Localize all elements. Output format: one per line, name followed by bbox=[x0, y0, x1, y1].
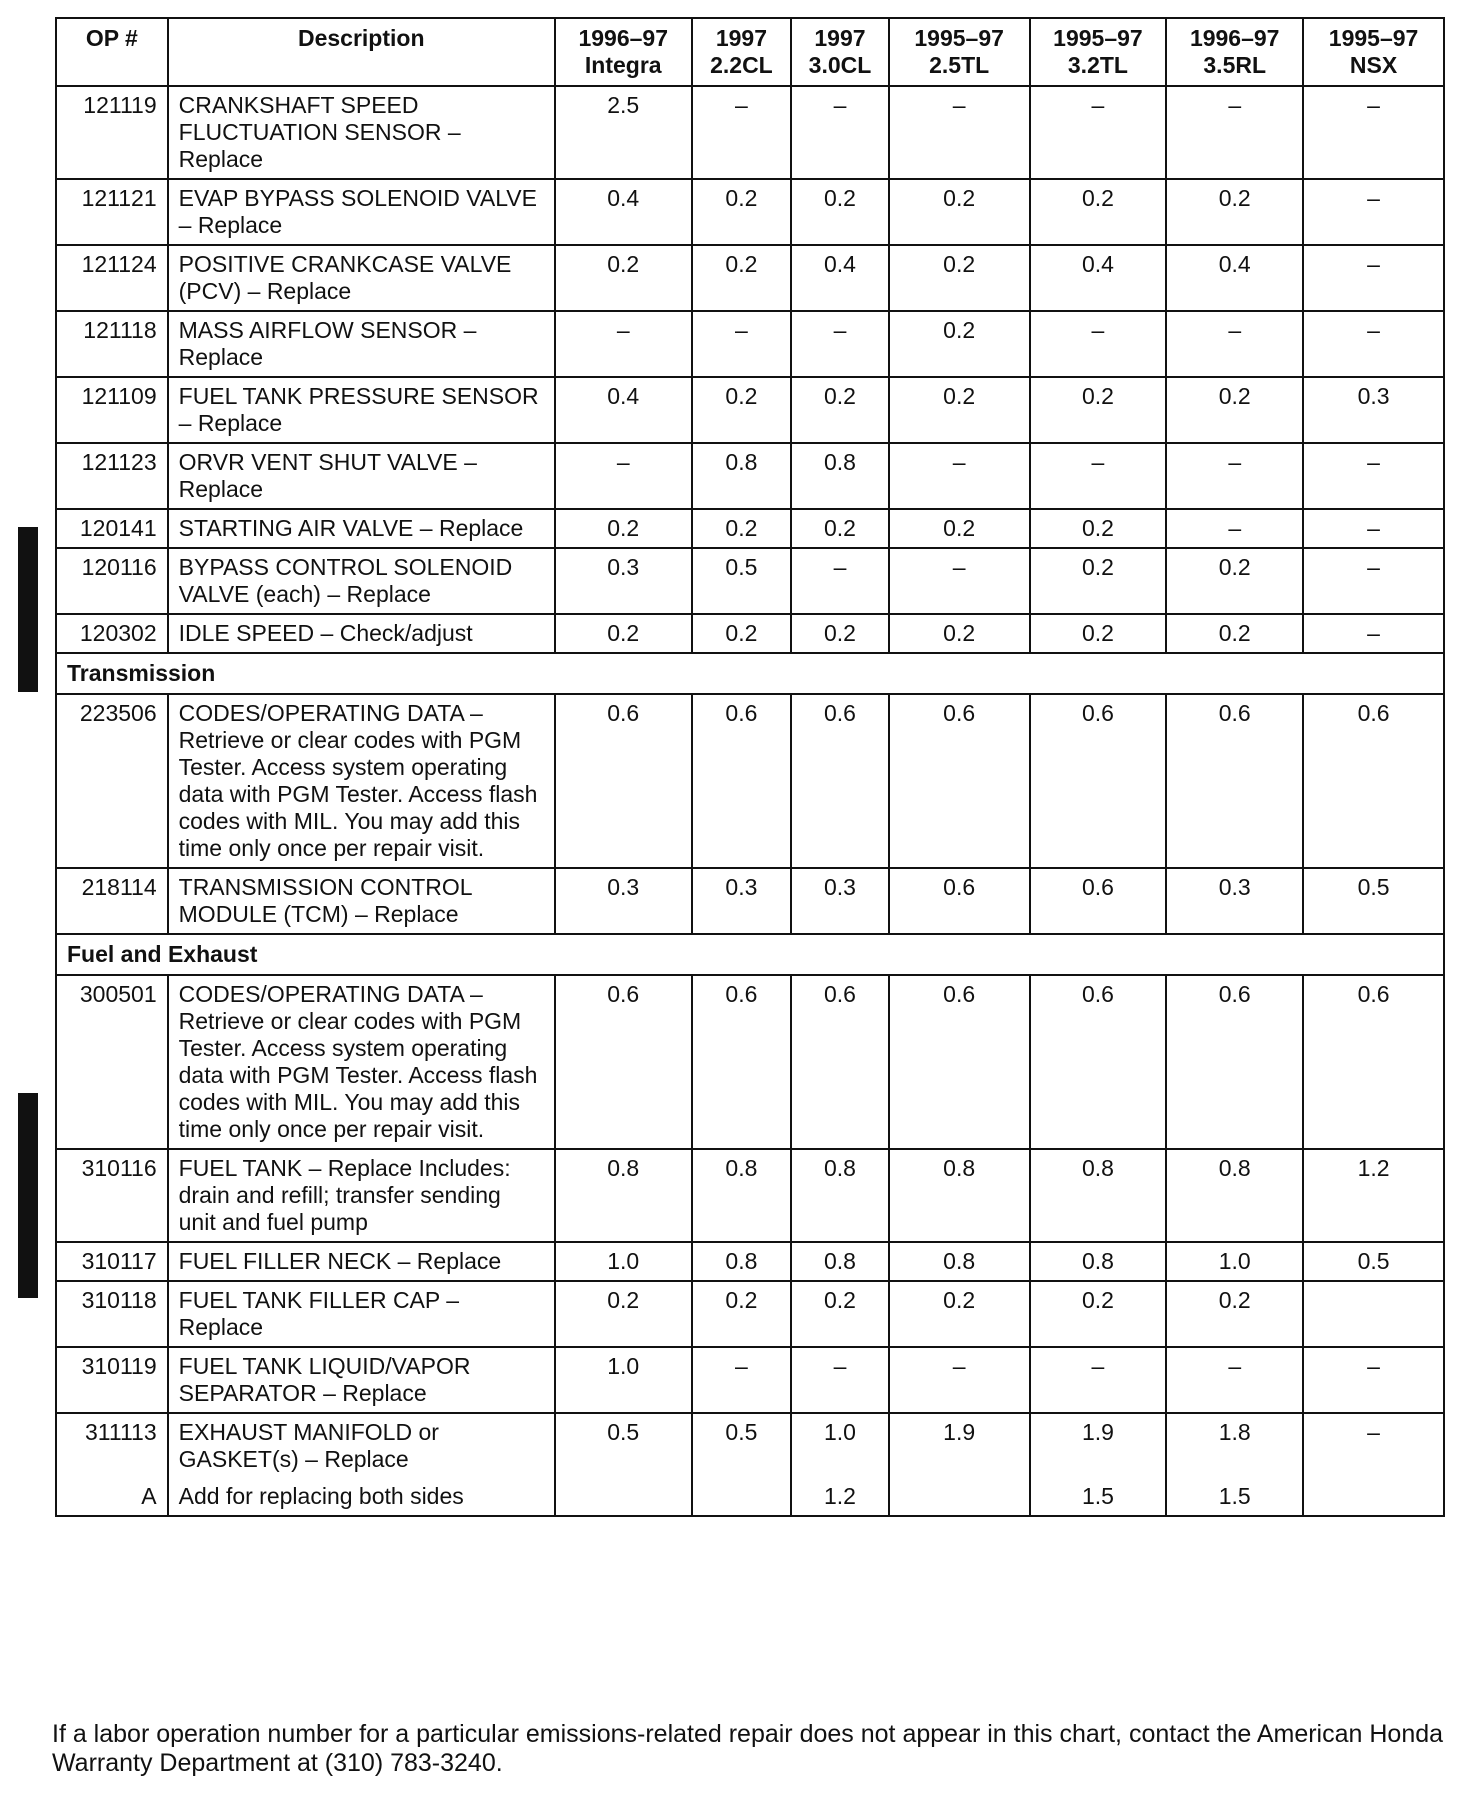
op-number: 121124 bbox=[56, 245, 168, 311]
table-row bbox=[56, 509, 1444, 548]
labor-time-cell: 1.0 bbox=[555, 1347, 692, 1413]
labor-time-cell bbox=[555, 1478, 692, 1516]
header-model-years: 1997 bbox=[715, 25, 767, 51]
operation-description: FUEL TANK FILLER CAP – Replace bbox=[168, 1281, 555, 1347]
labor-time-cell: 0.4 bbox=[555, 377, 692, 443]
operation-description: CODES/OPERATING DATA – Retrieve or clear codes with PGM Tester. Access system operating data with PGM Tester. Access flash codes with MIL. You may add this time only once per repair visit. bbox=[168, 694, 555, 868]
op-number: 120141 bbox=[56, 509, 168, 548]
labor-time-cell bbox=[1303, 1478, 1444, 1516]
labor-time-cell: – bbox=[1303, 1347, 1444, 1413]
labor-time-cell: 0.5 bbox=[692, 548, 792, 614]
operation-description: FUEL TANK PRESSURE SENSOR – Replace bbox=[168, 377, 555, 443]
labor-time-cell: 0.6 bbox=[1030, 975, 1167, 1149]
labor-time-cell: – bbox=[889, 443, 1030, 509]
labor-time-cell: – bbox=[555, 443, 692, 509]
labor-time-cell: 0.2 bbox=[555, 509, 692, 548]
labor-time-cell: 0.3 bbox=[555, 548, 692, 614]
header-model-name: 2.2CL bbox=[710, 52, 773, 78]
labor-time-cell: 0.4 bbox=[791, 245, 889, 311]
labor-time-cell: 0.3 bbox=[791, 868, 889, 934]
labor-time-cell: 0.2 bbox=[692, 614, 792, 653]
labor-time-cell: 0.2 bbox=[1166, 614, 1303, 653]
labor-time-cell: 0.5 bbox=[1303, 868, 1444, 934]
labor-time-cell: – bbox=[1166, 443, 1303, 509]
labor-time-cell: – bbox=[791, 548, 889, 614]
labor-time-cell: 1.2 bbox=[791, 1478, 889, 1516]
labor-time-cell: 0.2 bbox=[1030, 509, 1167, 548]
section-header-row bbox=[56, 934, 1444, 975]
labor-time-cell: 0.2 bbox=[889, 179, 1030, 245]
labor-time-cell: – bbox=[692, 311, 792, 377]
labor-time-cell: – bbox=[1166, 86, 1303, 179]
header-model-name: 2.5TL bbox=[929, 52, 990, 78]
labor-time-cell: – bbox=[1303, 311, 1444, 377]
section-title: Fuel and Exhaust bbox=[56, 934, 1444, 975]
labor-time-cell: 0.5 bbox=[1303, 1242, 1444, 1281]
labor-time-cell: 0.3 bbox=[1166, 868, 1303, 934]
operation-description: CRANKSHAFT SPEED FLUCTUATION SENSOR – Replace bbox=[168, 86, 555, 179]
labor-time-cell: 0.5 bbox=[555, 1413, 692, 1478]
labor-time-cell: – bbox=[1166, 509, 1303, 548]
labor-time-cell: 0.2 bbox=[1030, 377, 1167, 443]
labor-time-cell bbox=[692, 1478, 792, 1516]
labor-time-cell: 0.2 bbox=[889, 1281, 1030, 1347]
labor-time-cell: 0.8 bbox=[1030, 1242, 1167, 1281]
labor-time-cell: 0.6 bbox=[1166, 975, 1303, 1149]
labor-time-cell: – bbox=[791, 311, 889, 377]
labor-time-cell: 0.2 bbox=[889, 377, 1030, 443]
labor-time-cell: – bbox=[889, 1347, 1030, 1413]
labor-time-cell: 0.8 bbox=[692, 443, 792, 509]
op-number: 311113 bbox=[56, 1413, 168, 1478]
labor-time-cell: 0.8 bbox=[889, 1149, 1030, 1242]
labor-time-cell: 0.4 bbox=[1030, 245, 1167, 311]
header-model-years: 1995–97 bbox=[914, 25, 1004, 51]
table-body bbox=[56, 86, 1444, 1516]
labor-time-cell: 0.2 bbox=[1166, 548, 1303, 614]
header-model bbox=[1303, 18, 1444, 86]
operation-description: STARTING AIR VALVE – Replace bbox=[168, 509, 555, 548]
labor-time-cell: 1.9 bbox=[889, 1413, 1030, 1478]
labor-time-cell: – bbox=[692, 86, 792, 179]
labor-time-cell: 0.3 bbox=[555, 868, 692, 934]
table-row bbox=[56, 1242, 1444, 1281]
labor-time-cell: 0.2 bbox=[889, 245, 1030, 311]
header-model-name: NSX bbox=[1349, 52, 1398, 78]
table-row bbox=[56, 868, 1444, 934]
labor-time-cell: 0.6 bbox=[791, 975, 889, 1149]
labor-time-cell: 0.3 bbox=[692, 868, 792, 934]
labor-time-cell: 0.2 bbox=[1030, 614, 1167, 653]
labor-time-cell: 0.6 bbox=[1303, 694, 1444, 868]
labor-time-cell: – bbox=[555, 311, 692, 377]
labor-time-cell: 1.5 bbox=[1030, 1478, 1167, 1516]
table-row bbox=[56, 1347, 1444, 1413]
labor-time-cell: 0.2 bbox=[692, 1281, 792, 1347]
labor-time-cell: 0.6 bbox=[889, 694, 1030, 868]
labor-time-cell: – bbox=[791, 86, 889, 179]
header-model-years: 1997 bbox=[814, 25, 866, 51]
op-number: 310119 bbox=[56, 1347, 168, 1413]
labor-time-cell: – bbox=[1303, 1413, 1444, 1478]
labor-time-cell: 0.8 bbox=[791, 443, 889, 509]
labor-time-cell: 0.6 bbox=[1030, 694, 1167, 868]
footnote: If a labor operation number for a particular emissions-related repair does not appear in this chart, contact the American Honda Warranty Department at (310) 783-3240. bbox=[52, 1720, 1444, 1777]
operation-description: ORVR VENT SHUT VALVE – Replace bbox=[168, 443, 555, 509]
table-row bbox=[56, 1149, 1444, 1242]
labor-time-cell: 0.2 bbox=[889, 311, 1030, 377]
labor-time-cell: – bbox=[889, 548, 1030, 614]
labor-time-cell: – bbox=[1303, 509, 1444, 548]
labor-time-cell: 0.6 bbox=[555, 694, 692, 868]
labor-time-cell: 0.8 bbox=[692, 1242, 792, 1281]
table-header-row bbox=[56, 18, 1444, 86]
labor-time-cell: 1.0 bbox=[555, 1242, 692, 1281]
labor-time-cell: – bbox=[889, 86, 1030, 179]
labor-time-cell: 0.2 bbox=[889, 614, 1030, 653]
labor-time-cell: 0.8 bbox=[692, 1149, 792, 1242]
labor-time-cell: 1.0 bbox=[1166, 1242, 1303, 1281]
operation-description: MASS AIRFLOW SENSOR – Replace bbox=[168, 311, 555, 377]
labor-time-cell: – bbox=[1303, 245, 1444, 311]
labor-time-cell: – bbox=[1303, 548, 1444, 614]
margin-marker-bar bbox=[18, 527, 38, 692]
header-model-name: 3.2TL bbox=[1067, 52, 1128, 78]
labor-time-cell: 0.2 bbox=[692, 179, 792, 245]
labor-time-cell: – bbox=[1303, 614, 1444, 653]
labor-time-cell: 0.2 bbox=[1166, 377, 1303, 443]
labor-time-cell: 0.2 bbox=[791, 1281, 889, 1347]
labor-time-cell: 0.6 bbox=[889, 975, 1030, 1149]
labor-time-cell: 0.6 bbox=[1030, 868, 1167, 934]
labor-time-cell: 1.9 bbox=[1030, 1413, 1167, 1478]
table-row bbox=[56, 694, 1444, 868]
labor-time-cell: 0.8 bbox=[1166, 1149, 1303, 1242]
labor-time-cell: 1.5 bbox=[1166, 1478, 1303, 1516]
labor-time-cell: 0.2 bbox=[555, 1281, 692, 1347]
labor-time-cell: 0.2 bbox=[889, 509, 1030, 548]
labor-time-cell: – bbox=[1303, 86, 1444, 179]
labor-time-cell: 0.8 bbox=[889, 1242, 1030, 1281]
labor-time-cell: 0.2 bbox=[692, 377, 792, 443]
table-row bbox=[56, 1478, 1444, 1516]
op-number: A bbox=[56, 1478, 168, 1516]
table-row bbox=[56, 179, 1444, 245]
operation-description: POSITIVE CRANKCASE VALVE (PCV) – Replace bbox=[168, 245, 555, 311]
labor-time-cell: 0.2 bbox=[555, 245, 692, 311]
labor-time-cell: – bbox=[1303, 443, 1444, 509]
labor-time-cell: 1.0 bbox=[791, 1413, 889, 1478]
labor-time-cell: 0.6 bbox=[1166, 694, 1303, 868]
labor-time-cell: 0.6 bbox=[555, 975, 692, 1149]
labor-time-cell: – bbox=[1303, 179, 1444, 245]
labor-time-cell: 0.2 bbox=[555, 614, 692, 653]
header-description: Description bbox=[168, 18, 555, 86]
header-op: OP # bbox=[56, 18, 168, 86]
labor-time-cell: 0.4 bbox=[555, 179, 692, 245]
labor-time-cell: 0.2 bbox=[1166, 179, 1303, 245]
op-number: 120302 bbox=[56, 614, 168, 653]
labor-time-cell: – bbox=[1030, 443, 1167, 509]
labor-time-cell: 2.5 bbox=[555, 86, 692, 179]
table-row bbox=[56, 548, 1444, 614]
header-model bbox=[1166, 18, 1303, 86]
labor-time-cell: 0.4 bbox=[1166, 245, 1303, 311]
operation-description: FUEL TANK LIQUID/VAPOR SEPARATOR – Replace bbox=[168, 1347, 555, 1413]
header-model-years: 1996–97 bbox=[578, 25, 669, 51]
labor-time-cell: 0.3 bbox=[1303, 377, 1444, 443]
header-model-years: 1995–97 bbox=[1328, 25, 1419, 51]
operation-description: Add for replacing both sides bbox=[168, 1478, 555, 1516]
labor-time-cell: 0.2 bbox=[1166, 1281, 1303, 1347]
labor-time-cell: 0.2 bbox=[791, 614, 889, 653]
labor-time-cell: 0.2 bbox=[791, 377, 889, 443]
labor-time-cell: 0.6 bbox=[889, 868, 1030, 934]
header-model bbox=[889, 18, 1030, 86]
header-model bbox=[555, 18, 692, 86]
op-number: 223506 bbox=[56, 694, 168, 868]
labor-time-cell bbox=[1303, 1281, 1444, 1347]
op-number: 218114 bbox=[56, 868, 168, 934]
labor-time-cell: 1.2 bbox=[1303, 1149, 1444, 1242]
op-number: 121121 bbox=[56, 179, 168, 245]
operation-description: EVAP BYPASS SOLENOID VALVE – Replace bbox=[168, 179, 555, 245]
table-row bbox=[56, 86, 1444, 179]
labor-time-cell: 0.2 bbox=[791, 179, 889, 245]
labor-time-cell: 1.8 bbox=[1166, 1413, 1303, 1478]
labor-time-cell: – bbox=[1030, 1347, 1167, 1413]
header-model-years: 1996–97 bbox=[1189, 25, 1280, 51]
operation-description: EXHAUST MANIFOLD or GASKET(s) – Replace bbox=[168, 1413, 555, 1478]
labor-time-cell: 0.6 bbox=[1303, 975, 1444, 1149]
op-number: 121118 bbox=[56, 311, 168, 377]
table-row bbox=[56, 245, 1444, 311]
labor-time-cell: 0.2 bbox=[791, 509, 889, 548]
header-model-name: Integra bbox=[584, 52, 662, 78]
table-row bbox=[56, 614, 1444, 653]
section-header-row bbox=[56, 653, 1444, 694]
labor-time-cell: 0.6 bbox=[692, 694, 792, 868]
labor-time-cell: – bbox=[1166, 311, 1303, 377]
operation-description: FUEL TANK – Replace Includes: drain and refill; transfer sending unit and fuel pump bbox=[168, 1149, 555, 1242]
labor-time-cell: 0.2 bbox=[1030, 179, 1167, 245]
labor-time-cell: – bbox=[1030, 86, 1167, 179]
table-row bbox=[56, 443, 1444, 509]
table-row bbox=[56, 1413, 1444, 1478]
labor-time-cell: 0.2 bbox=[1030, 1281, 1167, 1347]
operation-description: IDLE SPEED – Check/adjust bbox=[168, 614, 555, 653]
labor-time-cell: 0.6 bbox=[692, 975, 792, 1149]
op-number: 310116 bbox=[56, 1149, 168, 1242]
section-title: Transmission bbox=[56, 653, 1444, 694]
header-model-years: 1995–97 bbox=[1053, 25, 1143, 51]
labor-time-cell: 0.2 bbox=[692, 245, 792, 311]
labor-time-cell bbox=[889, 1478, 1030, 1516]
labor-time-cell: – bbox=[1166, 1347, 1303, 1413]
header-model bbox=[692, 18, 792, 86]
header-model bbox=[1030, 18, 1167, 86]
table-row bbox=[56, 1281, 1444, 1347]
operation-description: BYPASS CONTROL SOLENOID VALVE (each) – Replace bbox=[168, 548, 555, 614]
labor-time-cell: 0.2 bbox=[1030, 548, 1167, 614]
op-number: 310117 bbox=[56, 1242, 168, 1281]
header-model-name: 3.5RL bbox=[1203, 52, 1267, 78]
op-number: 300501 bbox=[56, 975, 168, 1149]
table-row bbox=[56, 311, 1444, 377]
labor-time-cell: 0.8 bbox=[555, 1149, 692, 1242]
labor-time-cell: – bbox=[692, 1347, 792, 1413]
operation-description: FUEL FILLER NECK – Replace bbox=[168, 1242, 555, 1281]
operation-description: CODES/OPERATING DATA – Retrieve or clear codes with PGM Tester. Access system operating data with PGM Tester. Access flash codes with MIL. You may add this time only once per repair visit. bbox=[168, 975, 555, 1149]
table-row bbox=[56, 377, 1444, 443]
op-number: 121109 bbox=[56, 377, 168, 443]
header-model bbox=[791, 18, 889, 86]
operation-description: TRANSMISSION CONTROL MODULE (TCM) – Replace bbox=[168, 868, 555, 934]
labor-time-cell: 0.2 bbox=[692, 509, 792, 548]
op-number: 310118 bbox=[56, 1281, 168, 1347]
header-model-name: 3.0CL bbox=[808, 52, 872, 78]
margin-marker-bar bbox=[18, 1093, 38, 1298]
op-number: 121123 bbox=[56, 443, 168, 509]
op-number: 121119 bbox=[56, 86, 168, 179]
labor-time-cell: – bbox=[1030, 311, 1167, 377]
labor-time-cell: 0.8 bbox=[1030, 1149, 1167, 1242]
labor-time-cell: 0.8 bbox=[791, 1242, 889, 1281]
op-number: 120116 bbox=[56, 548, 168, 614]
table-row bbox=[56, 975, 1444, 1149]
labor-time-cell: 0.5 bbox=[692, 1413, 792, 1478]
labor-time-cell: 0.6 bbox=[791, 694, 889, 868]
labor-time-cell: – bbox=[791, 1347, 889, 1413]
labor-time-cell: 0.8 bbox=[791, 1149, 889, 1242]
labor-time-table bbox=[55, 17, 1445, 1517]
